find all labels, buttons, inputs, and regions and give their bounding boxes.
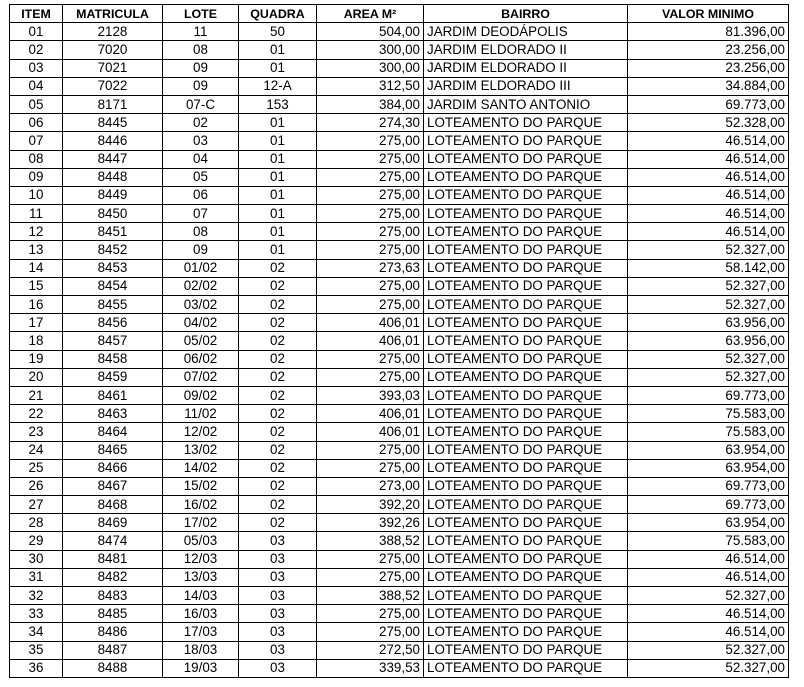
- cell-bairro: LOTEAMENTO DO PARQUE: [424, 386, 628, 404]
- table-row: [10, 532, 789, 550]
- header-lote: LOTE: [163, 5, 239, 23]
- cell-bairro: JARDIM DEODÁPOLIS: [424, 23, 628, 41]
- cell-lote: 07/02: [163, 368, 239, 386]
- cell-quadra: 01: [239, 150, 317, 168]
- cell-bairro: LOTEAMENTO DO PARQUE: [424, 350, 628, 368]
- table-row: [10, 41, 789, 59]
- table-row: [10, 23, 789, 41]
- table-row: [10, 95, 789, 113]
- cell-bairro: LOTEAMENTO DO PARQUE: [424, 368, 628, 386]
- cell-matricula: 2128: [63, 23, 163, 41]
- cell-valor-minimo: 46.514,00: [628, 605, 789, 623]
- cell-bairro: LOTEAMENTO DO PARQUE: [424, 623, 628, 641]
- cell-area: 275,00: [317, 368, 424, 386]
- cell-quadra: 02: [239, 477, 317, 495]
- cell-valor-minimo: 75.583,00: [628, 423, 789, 441]
- cell-matricula: 7022: [63, 77, 163, 95]
- cell-lote: 13/02: [163, 441, 239, 459]
- cell-quadra: 03: [239, 659, 317, 677]
- cell-item: 19: [10, 350, 63, 368]
- table-row: [10, 477, 789, 495]
- cell-area: 275,00: [317, 223, 424, 241]
- cell-valor-minimo: 52.328,00: [628, 114, 789, 132]
- cell-bairro: JARDIM ELDORADO II: [424, 59, 628, 77]
- cell-valor-minimo: 63.956,00: [628, 332, 789, 350]
- cell-valor-minimo: 75.583,00: [628, 532, 789, 550]
- cell-item: 11: [10, 205, 63, 223]
- cell-matricula: 7020: [63, 41, 163, 59]
- cell-item: 05: [10, 95, 63, 113]
- cell-matricula: 8482: [63, 568, 163, 586]
- cell-lote: 02/02: [163, 277, 239, 295]
- cell-area: 275,00: [317, 350, 424, 368]
- cell-quadra: 01: [239, 132, 317, 150]
- cell-item: 26: [10, 477, 63, 495]
- cell-quadra: 01: [239, 59, 317, 77]
- cell-matricula: 8457: [63, 332, 163, 350]
- table-row: [10, 441, 789, 459]
- cell-bairro: LOTEAMENTO DO PARQUE: [424, 150, 628, 168]
- cell-valor-minimo: 69.773,00: [628, 386, 789, 404]
- table-row: [10, 423, 789, 441]
- cell-bairro: LOTEAMENTO DO PARQUE: [424, 114, 628, 132]
- table-row: [10, 332, 789, 350]
- cell-lote: 17/02: [163, 514, 239, 532]
- cell-matricula: 8483: [63, 587, 163, 605]
- cell-bairro: LOTEAMENTO DO PARQUE: [424, 332, 628, 350]
- cell-matricula: 8455: [63, 296, 163, 314]
- cell-quadra: 50: [239, 23, 317, 41]
- cell-item: 07: [10, 132, 63, 150]
- cell-bairro: LOTEAMENTO DO PARQUE: [424, 496, 628, 514]
- cell-area: 384,00: [317, 95, 424, 113]
- cell-bairro: LOTEAMENTO DO PARQUE: [424, 514, 628, 532]
- cell-item: 28: [10, 514, 63, 532]
- cell-area: 388,52: [317, 532, 424, 550]
- cell-item: 18: [10, 332, 63, 350]
- cell-matricula: 8463: [63, 405, 163, 423]
- table-row: [10, 350, 789, 368]
- cell-matricula: 8486: [63, 623, 163, 641]
- cell-quadra: 02: [239, 368, 317, 386]
- cell-area: 312,50: [317, 77, 424, 95]
- cell-bairro: LOTEAMENTO DO PARQUE: [424, 550, 628, 568]
- table-row: [10, 223, 789, 241]
- cell-lote: 09/02: [163, 386, 239, 404]
- cell-bairro: LOTEAMENTO DO PARQUE: [424, 277, 628, 295]
- table-row: [10, 386, 789, 404]
- cell-quadra: 03: [239, 641, 317, 659]
- cell-valor-minimo: 46.514,00: [628, 132, 789, 150]
- cell-area: 392,26: [317, 514, 424, 532]
- cell-item: 04: [10, 77, 63, 95]
- cell-valor-minimo: 46.514,00: [628, 150, 789, 168]
- table-row: [10, 568, 789, 586]
- cell-matricula: 8449: [63, 186, 163, 204]
- cell-valor-minimo: 46.514,00: [628, 550, 789, 568]
- cell-lote: 08: [163, 41, 239, 59]
- cell-quadra: 02: [239, 405, 317, 423]
- cell-item: 25: [10, 459, 63, 477]
- cell-valor-minimo: 69.773,00: [628, 496, 789, 514]
- cell-matricula: 8488: [63, 659, 163, 677]
- cell-quadra: 01: [239, 205, 317, 223]
- cell-bairro: LOTEAMENTO DO PARQUE: [424, 241, 628, 259]
- cell-valor-minimo: 23.256,00: [628, 41, 789, 59]
- cell-matricula: 8445: [63, 114, 163, 132]
- cell-area: 275,00: [317, 277, 424, 295]
- cell-matricula: 8468: [63, 496, 163, 514]
- cell-lote: 14/02: [163, 459, 239, 477]
- cell-area: 406,01: [317, 332, 424, 350]
- cell-valor-minimo: 34.884,00: [628, 77, 789, 95]
- table-row: [10, 514, 789, 532]
- cell-valor-minimo: 52.327,00: [628, 350, 789, 368]
- cell-quadra: 01: [239, 41, 317, 59]
- cell-lote: 07-C: [163, 95, 239, 113]
- cell-area: 274,30: [317, 114, 424, 132]
- cell-lote: 12/02: [163, 423, 239, 441]
- cell-item: 10: [10, 186, 63, 204]
- table-row: [10, 405, 789, 423]
- cell-area: 275,00: [317, 441, 424, 459]
- cell-item: 22: [10, 405, 63, 423]
- table-row: [10, 368, 789, 386]
- cell-matricula: 8461: [63, 386, 163, 404]
- cell-bairro: LOTEAMENTO DO PARQUE: [424, 477, 628, 495]
- cell-area: 275,00: [317, 168, 424, 186]
- cell-item: 27: [10, 496, 63, 514]
- header-quadra: QUADRA: [239, 5, 317, 23]
- cell-area: 406,01: [317, 405, 424, 423]
- cell-item: 35: [10, 641, 63, 659]
- cell-matricula: 8467: [63, 477, 163, 495]
- table-row: [10, 605, 789, 623]
- cell-bairro: LOTEAMENTO DO PARQUE: [424, 568, 628, 586]
- cell-quadra: 02: [239, 441, 317, 459]
- cell-quadra: 01: [239, 168, 317, 186]
- cell-lote: 09: [163, 241, 239, 259]
- cell-bairro: LOTEAMENTO DO PARQUE: [424, 259, 628, 277]
- cell-matricula: 8451: [63, 223, 163, 241]
- cell-lote: 18/03: [163, 641, 239, 659]
- cell-lote: 03/02: [163, 296, 239, 314]
- cell-quadra: 02: [239, 332, 317, 350]
- table-row: [10, 186, 789, 204]
- cell-valor-minimo: 52.327,00: [628, 641, 789, 659]
- cell-area: 300,00: [317, 41, 424, 59]
- cell-quadra: 03: [239, 587, 317, 605]
- cell-bairro: LOTEAMENTO DO PARQUE: [424, 205, 628, 223]
- cell-matricula: 8454: [63, 277, 163, 295]
- table-row: [10, 77, 789, 95]
- cell-valor-minimo: 63.954,00: [628, 514, 789, 532]
- cell-valor-minimo: 69.773,00: [628, 477, 789, 495]
- table-row: [10, 587, 789, 605]
- cell-item: 17: [10, 314, 63, 332]
- cell-quadra: 153: [239, 95, 317, 113]
- table-row: [10, 114, 789, 132]
- cell-area: 275,00: [317, 132, 424, 150]
- cell-area: 406,01: [317, 314, 424, 332]
- table-body: [10, 23, 789, 678]
- cell-lote: 08: [163, 223, 239, 241]
- cell-quadra: 01: [239, 114, 317, 132]
- cell-area: 392,20: [317, 496, 424, 514]
- cell-quadra: 02: [239, 350, 317, 368]
- cell-quadra: 02: [239, 277, 317, 295]
- cell-valor-minimo: 52.327,00: [628, 296, 789, 314]
- cell-area: 388,52: [317, 587, 424, 605]
- cell-item: 24: [10, 441, 63, 459]
- cell-valor-minimo: 81.396,00: [628, 23, 789, 41]
- cell-lote: 11/02: [163, 405, 239, 423]
- cell-matricula: 8469: [63, 514, 163, 532]
- cell-valor-minimo: 46.514,00: [628, 623, 789, 641]
- cell-matricula: 8466: [63, 459, 163, 477]
- cell-bairro: JARDIM ELDORADO II: [424, 41, 628, 59]
- header-bairro: BAIRRO: [424, 5, 628, 23]
- cell-item: 21: [10, 386, 63, 404]
- table-row: [10, 59, 789, 77]
- cell-valor-minimo: 52.327,00: [628, 241, 789, 259]
- cell-valor-minimo: 52.327,00: [628, 368, 789, 386]
- table-row: [10, 496, 789, 514]
- cell-item: 30: [10, 550, 63, 568]
- cell-quadra: 03: [239, 532, 317, 550]
- cell-lote: 11: [163, 23, 239, 41]
- cell-valor-minimo: 63.954,00: [628, 441, 789, 459]
- cell-matricula: 8456: [63, 314, 163, 332]
- cell-matricula: 8171: [63, 95, 163, 113]
- cell-lote: 06/02: [163, 350, 239, 368]
- cell-lote: 05/02: [163, 332, 239, 350]
- table-row: [10, 259, 789, 277]
- cell-bairro: LOTEAMENTO DO PARQUE: [424, 587, 628, 605]
- cell-area: 300,00: [317, 59, 424, 77]
- table-row: [10, 314, 789, 332]
- cell-area: 406,01: [317, 423, 424, 441]
- cell-bairro: LOTEAMENTO DO PARQUE: [424, 314, 628, 332]
- cell-item: 29: [10, 532, 63, 550]
- cell-bairro: LOTEAMENTO DO PARQUE: [424, 132, 628, 150]
- table-row: [10, 296, 789, 314]
- cell-bairro: LOTEAMENTO DO PARQUE: [424, 168, 628, 186]
- cell-lote: 07: [163, 205, 239, 223]
- cell-matricula: 7021: [63, 59, 163, 77]
- cell-valor-minimo: 46.514,00: [628, 568, 789, 586]
- cell-item: 06: [10, 114, 63, 132]
- cell-item: 20: [10, 368, 63, 386]
- cell-item: 31: [10, 568, 63, 586]
- table-row: [10, 641, 789, 659]
- cell-lote: 05/03: [163, 532, 239, 550]
- cell-valor-minimo: 46.514,00: [628, 168, 789, 186]
- cell-matricula: 8452: [63, 241, 163, 259]
- cell-lote: 14/03: [163, 587, 239, 605]
- cell-quadra: 02: [239, 296, 317, 314]
- cell-item: 03: [10, 59, 63, 77]
- cell-matricula: 8446: [63, 132, 163, 150]
- cell-area: 275,00: [317, 623, 424, 641]
- cell-quadra: 02: [239, 459, 317, 477]
- cell-item: 08: [10, 150, 63, 168]
- cell-bairro: JARDIM ELDORADO III: [424, 77, 628, 95]
- cell-matricula: 8474: [63, 532, 163, 550]
- cell-valor-minimo: 58.142,00: [628, 259, 789, 277]
- cell-lote: 02: [163, 114, 239, 132]
- cell-quadra: 02: [239, 514, 317, 532]
- cell-valor-minimo: 23.256,00: [628, 59, 789, 77]
- cell-matricula: 8450: [63, 205, 163, 223]
- cell-bairro: LOTEAMENTO DO PARQUE: [424, 186, 628, 204]
- cell-area: 275,00: [317, 205, 424, 223]
- cell-item: 09: [10, 168, 63, 186]
- cell-bairro: JARDIM SANTO ANTONIO: [424, 95, 628, 113]
- table-row: [10, 241, 789, 259]
- cell-lote: 15/02: [163, 477, 239, 495]
- cell-bairro: LOTEAMENTO DO PARQUE: [424, 641, 628, 659]
- cell-valor-minimo: 69.773,00: [628, 95, 789, 113]
- cell-valor-minimo: 52.327,00: [628, 277, 789, 295]
- cell-lote: 16/03: [163, 605, 239, 623]
- cell-quadra: 01: [239, 186, 317, 204]
- cell-item: 02: [10, 41, 63, 59]
- cell-matricula: 8465: [63, 441, 163, 459]
- cell-quadra: 02: [239, 386, 317, 404]
- cell-area: 273,63: [317, 259, 424, 277]
- cell-item: 01: [10, 23, 63, 41]
- cell-matricula: 8459: [63, 368, 163, 386]
- cell-area: 393,03: [317, 386, 424, 404]
- table-row: [10, 550, 789, 568]
- table-header-row: [10, 5, 789, 23]
- cell-lote: 16/02: [163, 496, 239, 514]
- cell-area: 272,50: [317, 641, 424, 659]
- cell-area: 275,00: [317, 568, 424, 586]
- table-row: [10, 459, 789, 477]
- cell-valor-minimo: 52.327,00: [628, 587, 789, 605]
- cell-matricula: 8448: [63, 168, 163, 186]
- cell-lote: 04: [163, 150, 239, 168]
- cell-valor-minimo: 75.583,00: [628, 405, 789, 423]
- cell-area: 275,00: [317, 459, 424, 477]
- cell-lote: 19/03: [163, 659, 239, 677]
- header-area: AREA M²: [317, 5, 424, 23]
- cell-area: 275,00: [317, 241, 424, 259]
- table-row: [10, 168, 789, 186]
- cell-item: 14: [10, 259, 63, 277]
- cell-bairro: LOTEAMENTO DO PARQUE: [424, 223, 628, 241]
- cell-matricula: 8464: [63, 423, 163, 441]
- cell-bairro: LOTEAMENTO DO PARQUE: [424, 405, 628, 423]
- cell-lote: 05: [163, 168, 239, 186]
- cell-item: 13: [10, 241, 63, 259]
- cell-item: 12: [10, 223, 63, 241]
- cell-bairro: LOTEAMENTO DO PARQUE: [424, 296, 628, 314]
- table-row: [10, 205, 789, 223]
- lots-table: [9, 4, 789, 678]
- cell-lote: 13/03: [163, 568, 239, 586]
- cell-valor-minimo: 46.514,00: [628, 205, 789, 223]
- cell-area: 504,00: [317, 23, 424, 41]
- header-item: ITEM: [10, 5, 63, 23]
- cell-valor-minimo: 46.514,00: [628, 186, 789, 204]
- cell-valor-minimo: 63.954,00: [628, 459, 789, 477]
- cell-item: 33: [10, 605, 63, 623]
- cell-quadra: 02: [239, 314, 317, 332]
- cell-bairro: LOTEAMENTO DO PARQUE: [424, 532, 628, 550]
- cell-area: 273,00: [317, 477, 424, 495]
- cell-quadra: 03: [239, 623, 317, 641]
- cell-lote: 17/03: [163, 623, 239, 641]
- cell-matricula: 8487: [63, 641, 163, 659]
- cell-area: 275,00: [317, 186, 424, 204]
- cell-matricula: 8453: [63, 259, 163, 277]
- cell-matricula: 8447: [63, 150, 163, 168]
- cell-area: 275,00: [317, 150, 424, 168]
- cell-item: 16: [10, 296, 63, 314]
- cell-lote: 06: [163, 186, 239, 204]
- cell-item: 32: [10, 587, 63, 605]
- cell-valor-minimo: 52.327,00: [628, 659, 789, 677]
- cell-quadra: 03: [239, 605, 317, 623]
- cell-area: 275,00: [317, 550, 424, 568]
- cell-quadra: 02: [239, 423, 317, 441]
- cell-matricula: 8458: [63, 350, 163, 368]
- header-matricula: MATRICULA: [63, 5, 163, 23]
- table-row: [10, 623, 789, 641]
- cell-lote: 03: [163, 132, 239, 150]
- cell-quadra: 02: [239, 259, 317, 277]
- table-row: [10, 150, 789, 168]
- cell-bairro: LOTEAMENTO DO PARQUE: [424, 605, 628, 623]
- header-valor-minimo: VALOR MINIMO: [628, 5, 789, 23]
- cell-item: 23: [10, 423, 63, 441]
- cell-quadra: 02: [239, 496, 317, 514]
- cell-bairro: LOTEAMENTO DO PARQUE: [424, 459, 628, 477]
- cell-bairro: LOTEAMENTO DO PARQUE: [424, 659, 628, 677]
- cell-bairro: LOTEAMENTO DO PARQUE: [424, 441, 628, 459]
- cell-matricula: 8481: [63, 550, 163, 568]
- cell-area: 339,53: [317, 659, 424, 677]
- cell-area: 275,00: [317, 296, 424, 314]
- cell-quadra: 01: [239, 241, 317, 259]
- cell-valor-minimo: 46.514,00: [628, 223, 789, 241]
- cell-quadra: 03: [239, 568, 317, 586]
- table-row: [10, 132, 789, 150]
- cell-valor-minimo: 63.956,00: [628, 314, 789, 332]
- cell-matricula: 8485: [63, 605, 163, 623]
- cell-lote: 04/02: [163, 314, 239, 332]
- cell-bairro: LOTEAMENTO DO PARQUE: [424, 423, 628, 441]
- cell-item: 36: [10, 659, 63, 677]
- cell-lote: 09: [163, 59, 239, 77]
- table-row: [10, 659, 789, 677]
- cell-lote: 01/02: [163, 259, 239, 277]
- cell-lote: 09: [163, 77, 239, 95]
- cell-lote: 12/03: [163, 550, 239, 568]
- table-row: [10, 277, 789, 295]
- cell-area: 275,00: [317, 605, 424, 623]
- cell-quadra: 03: [239, 550, 317, 568]
- cell-quadra: 12-A: [239, 77, 317, 95]
- cell-item: 15: [10, 277, 63, 295]
- cell-quadra: 01: [239, 223, 317, 241]
- cell-item: 34: [10, 623, 63, 641]
